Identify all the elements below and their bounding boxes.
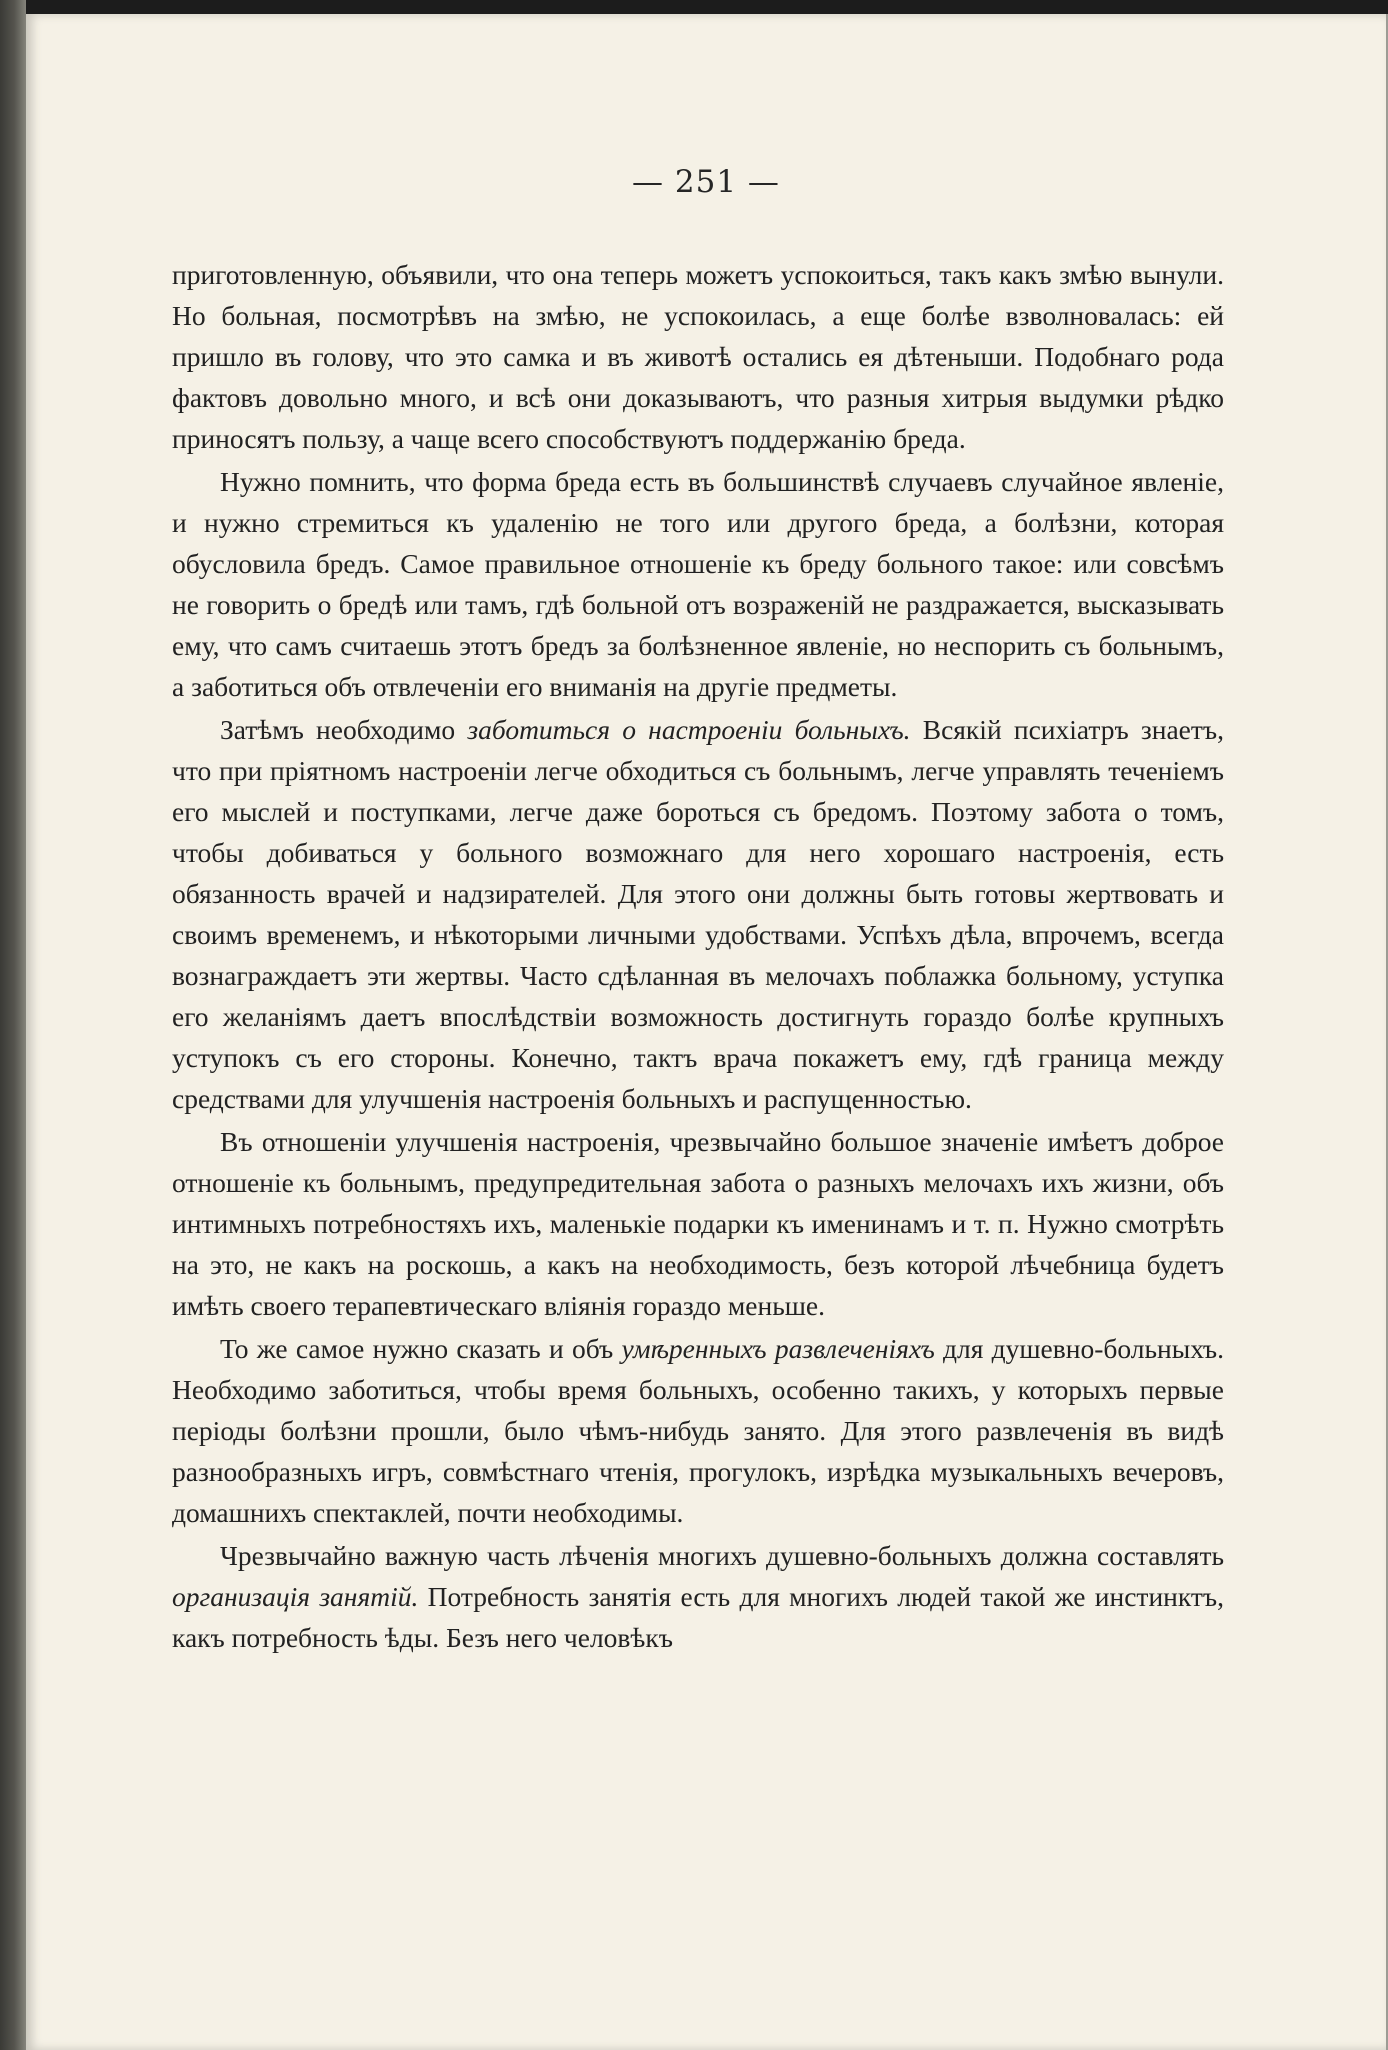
body-text	[172, 254, 1224, 1658]
paragraph-4-text: Въ отношеніи улучшенія настроенія, чрезвычайно большое значеніе имѣетъ доброе отношеніе къ больнымъ, предупредительная забота о разныхъ мелочахъ ихъ жизни, объ интимныхъ потребностяхъ ихъ, маленькіе подарки къ именинамъ и т. п. Нужно смотрѣть на это, не какъ на роскошь, а какъ на необходимость, безъ которой лѣчебница будетъ имѣть своего терапевтическаго вліянія гораздо меньше.	[172, 1126, 1224, 1321]
paragraph-2	[172, 461, 1224, 707]
paragraph-2-text: Нужно помнить, что форма бреда есть въ большинствѣ случаевъ случайное явленіе, и нужно стремиться къ удаленію не того или другого бреда, а болѣзни, которая обусловила бредъ. Самое правильное отношеніе къ бреду больного такое: или совсѣмъ не говорить о бредѣ или тамъ, гдѣ больной отъ возраженій не раздражается, высказывать ему, что самъ считаешь этотъ бредъ за болѣзненное явленіе, но неспорить съ больнымъ, а заботиться объ отвлеченіи его вниманія на другіе предметы.	[172, 466, 1224, 702]
paragraph-3	[172, 709, 1224, 1119]
paragraph-3-text-end: Всякій психіатръ знаетъ, что при пріятномъ настроеніи легче обходиться съ больнымъ, легче управлять теченіемъ его мыслей и поступками, легче даже бороться съ бредомъ. Поэтому забота о томъ, чтобы добиваться у больного возможнаго для него хорошаго настроенія, есть обязанность врачей и надзирателей. Для этого они должны быть готовы жертвовать и своимъ временемъ, и нѣкоторыми личными удобствами. Успѣхъ дѣла, впрочемъ, всегда вознаграждаетъ эти жертвы. Часто сдѣланная въ мелочахъ поблажка больному, уступка его желаніямъ даетъ впослѣдствіи возможность достигнуть гораздо болѣе крупныхъ уступокъ съ его стороны. Конечно, тактъ врача покажетъ ему, гдѣ граница между средствами для улучшенія настроенія больныхъ и распущенностью.	[172, 714, 1224, 1114]
paragraph-1-text: приготовленную, объявили, что она теперь можетъ успокоиться, такъ какъ змѣю вынули. Но больная, посмотрѣвъ на змѣю, не успокоилась, а еще болѣе взволновалась: ей пришло въ голову, что это самка и въ животѣ остались ея дѣтеныши. Подобнаго рода фактовъ довольно много, и всѣ они доказываютъ, что разныя хитрыя выдумки рѣдко приносятъ пользу, а чаще всего способствуютъ поддержанію бреда.	[172, 259, 1224, 454]
paragraph-6-emphasis: организація занятій.	[172, 1581, 419, 1612]
paragraph-3-emphasis: заботиться о настроеніи больныхъ.	[467, 714, 911, 745]
paragraph-5-emphasis: умѣренныхъ развлеченіяхъ	[621, 1333, 935, 1364]
paragraph-6-text-end: Потребность занятія есть для многихъ людей такой же инстинктъ, какъ потребность ѣды. Безъ него человѣкъ	[172, 1581, 1224, 1653]
paragraph-1	[172, 254, 1224, 459]
page-number: — 251 —	[632, 164, 780, 200]
book-page	[26, 14, 1386, 2050]
paragraph-6	[172, 1535, 1224, 1658]
paragraph-4	[172, 1121, 1224, 1326]
paragraph-3-text-start: Затѣмъ необходимо	[220, 714, 468, 745]
scan-top-edge	[0, 0, 1388, 14]
paragraph-6-text-start: Чрезвычайно важную часть лѣченія многихъ душевно-больныхъ должна составлять	[220, 1540, 1224, 1571]
paragraph-5-text-start: То же самое нужно сказать и объ	[220, 1333, 622, 1364]
paragraph-5	[172, 1328, 1224, 1533]
scan-binding-edge	[0, 0, 26, 2050]
paragraph-5-text-end: для душевно-больныхъ. Необходимо заботиться, чтобы время больныхъ, особенно такихъ, у которыхъ первые періоды болѣзни прошли, было чѣмъ-нибудь занято. Для этого развлеченія въ видѣ разнообразныхъ игръ, совмѣстнаго чтенія, прогулокъ, изрѣдка музыкальныхъ вечеровъ, домашнихъ спектаклей, почти необходимы.	[172, 1333, 1224, 1528]
